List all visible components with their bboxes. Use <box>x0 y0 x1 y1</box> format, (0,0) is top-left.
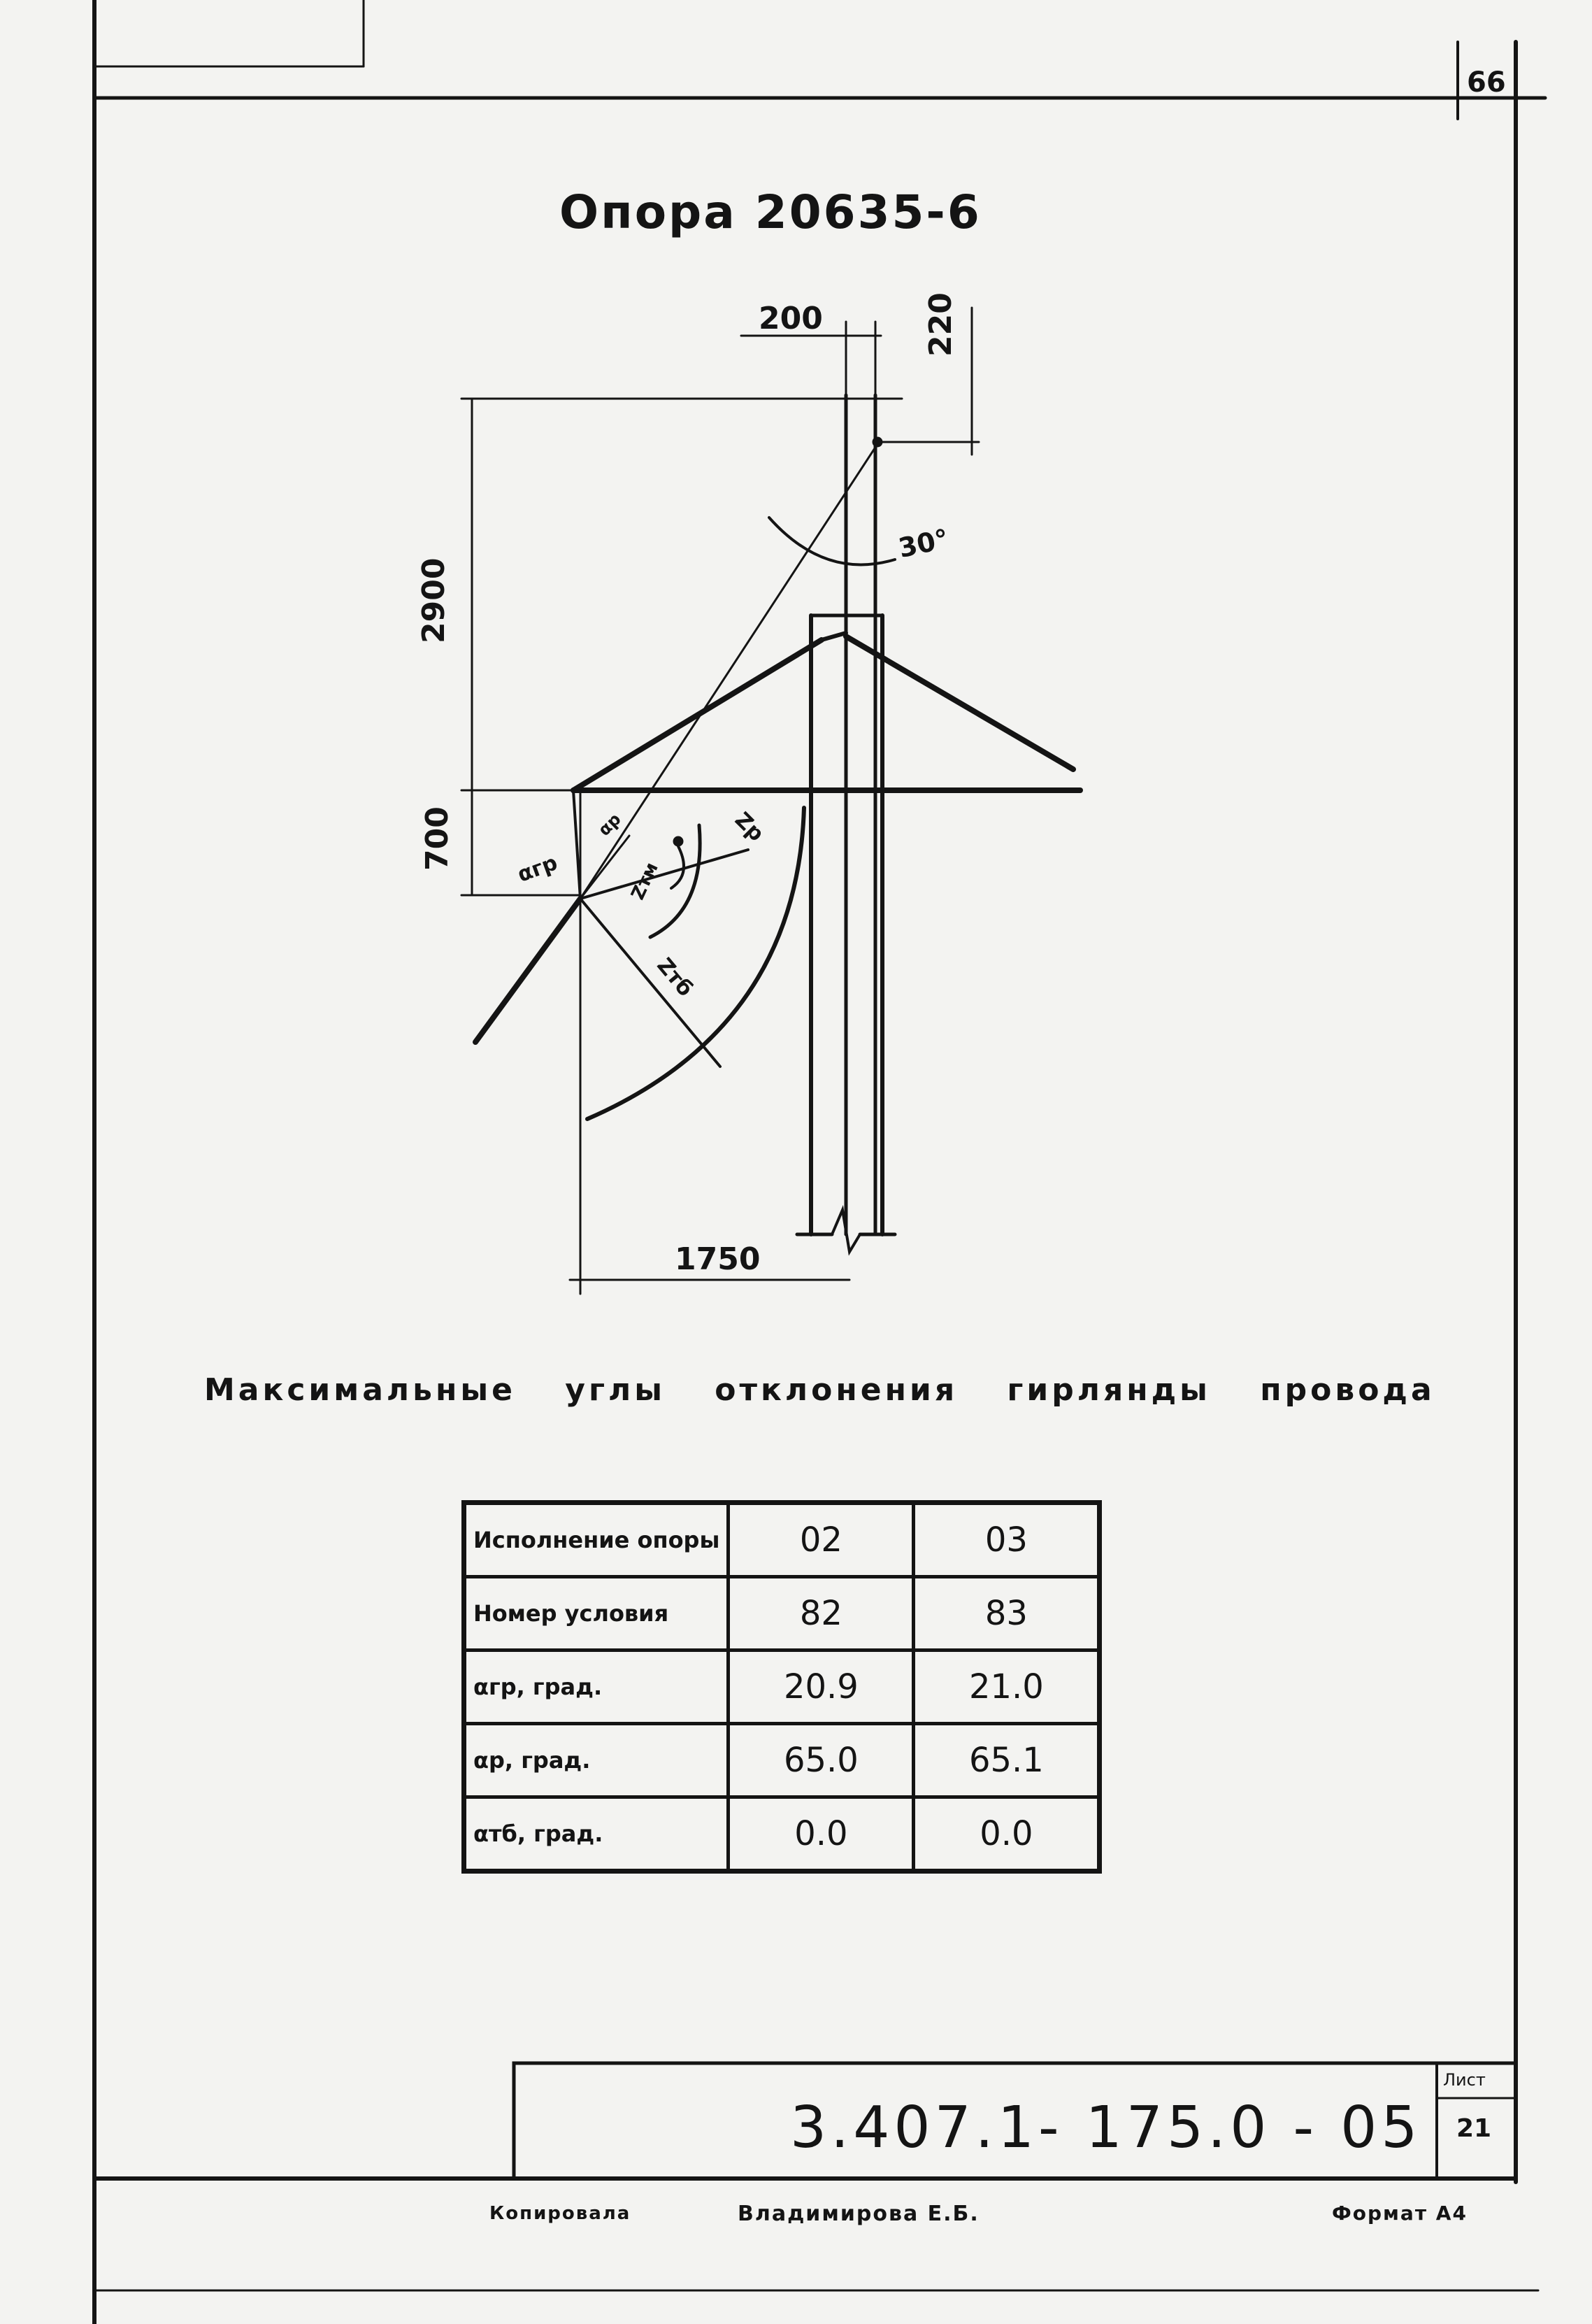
alpha-gr-label: αгр <box>514 850 561 887</box>
cell-value: 82 <box>729 1577 914 1651</box>
cell-value: 02 <box>729 1503 914 1577</box>
z-r-label: Zр <box>729 807 769 847</box>
garland-line <box>475 899 580 1042</box>
traverse-apex <box>822 633 846 640</box>
ray-tb <box>580 899 720 1067</box>
dim-1750-label: 1750 <box>675 1241 761 1277</box>
z-tm-label: Zтм <box>627 859 663 904</box>
arc-outer <box>587 808 804 1119</box>
table-heading: Максимальные углы отклонения гирлянды провода <box>204 1372 1435 1408</box>
sheet-label: Лист <box>1443 2070 1486 2090</box>
row-label: αтб, град. <box>464 1797 729 1872</box>
ray-gr <box>580 836 629 899</box>
row-label: αгр, град. <box>464 1651 729 1724</box>
cell-value: 0.0 <box>914 1797 1100 1872</box>
cell-value: 03 <box>914 1503 1100 1577</box>
alpha-r-label: αр <box>594 809 625 840</box>
angle-ray-top <box>580 444 877 899</box>
table-row <box>464 1651 1100 1724</box>
cell-value: 21.0 <box>914 1651 1100 1724</box>
row-label: Исполнение опоры <box>464 1503 729 1577</box>
dim-200-label: 200 <box>759 301 823 336</box>
dim-700-label: 700 <box>419 806 455 871</box>
row-label: Номер условия <box>464 1577 729 1651</box>
table-row <box>464 1724 1100 1797</box>
copied-label: Копировала <box>489 2203 631 2224</box>
cell-value: 0.0 <box>729 1797 914 1872</box>
table-row <box>464 1503 1100 1577</box>
sheet-number: 21 <box>1456 2114 1492 2143</box>
traverse-left-brace <box>573 640 822 790</box>
cell-value: 65.0 <box>729 1724 914 1797</box>
z-tb-label: Zтб <box>652 953 698 1001</box>
cell-value: 65.1 <box>914 1724 1100 1797</box>
page-number: 66 <box>1467 66 1506 99</box>
ray-r <box>580 850 748 899</box>
row-label: αр, град. <box>464 1724 729 1797</box>
table-row <box>464 1577 1100 1651</box>
copier-name: Владимирова Е.Б. <box>738 2202 980 2226</box>
cell-value: 20.9 <box>729 1651 914 1724</box>
angle-30-label: 30° <box>896 523 952 564</box>
document-code: 3.407.1- 175.0 - 05 <box>790 2095 1422 2161</box>
dim-220-label: 220 <box>923 292 959 357</box>
table-row <box>464 1797 1100 1872</box>
traverse-right-brace <box>846 636 1073 769</box>
wire-point <box>673 836 683 846</box>
page-title: Опора 20635-6 <box>559 185 982 239</box>
dim-2900-label: 2900 <box>416 557 452 643</box>
angles-table <box>461 1500 1102 1874</box>
cell-value: 83 <box>914 1577 1100 1651</box>
format-label: Формат А4 <box>1332 2202 1468 2225</box>
arc-small <box>671 846 684 888</box>
